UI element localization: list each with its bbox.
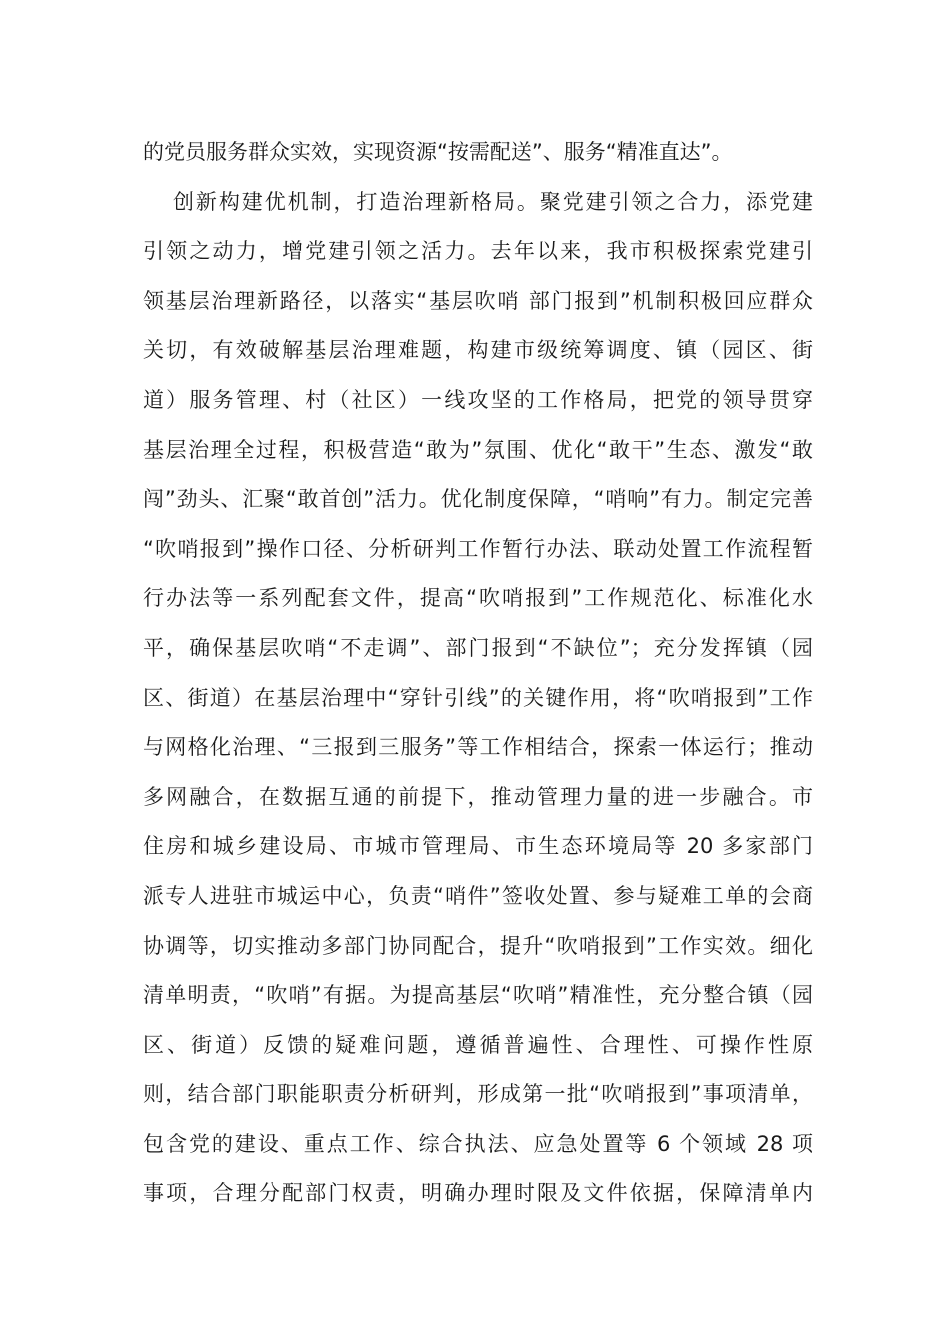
text-line-2-paragraph-start: 创新构建优机制，打造治理新格局。聚党建引领之合力，添党建 [173,189,813,214]
text-line-17: 协调等，切实推动多部门协同配合，提升“吹哨报到”工作实效。细化 [143,933,813,958]
body-text [143,128,813,1219]
text-line-7: 基层治理全过程，积极营造“敢为”氛围、优化“敢干”生态、激发“敢 [143,437,813,462]
text-line-20: 则，结合部门职能职责分析研判，形成第一批“吹哨报到”事项清单， [143,1082,813,1107]
text-line-5: 关切，有效破解基层治理难题，构建市级统筹调度、镇（园区、街 [143,338,813,363]
text-line-9: “吹哨报到”操作口径、分析研判工作暂行办法、联动处置工作流程暂 [143,536,813,561]
text-line-16: 派专人进驻市城运中心，负责“哨件”签收处置、参与疑难工单的会商 [143,883,813,908]
text-line-3: 引领之动力，增党建引领之活力。去年以来，我市积极探索党建引 [143,239,813,264]
text-line-13: 与网格化治理、“三报到三服务”等工作相结合，探索一体运行；推动 [143,735,813,760]
text-line-15: 住房和城乡建设局、市城市管理局、市生态环境局等 20 多家部门 [143,834,813,859]
text-line-11: 平，确保基层吹哨“不走调”、部门报到“不缺位”；充分发挥镇（园 [143,635,813,660]
text-line-22: 事项，合理分配部门权责，明确办理时限及文件依据，保障清单内 [143,1181,813,1206]
text-line-19: 区、街道）反馈的疑难问题，遵循普遍性、合理性、可操作性原 [143,1032,813,1057]
text-line-4: 领基层治理新路径，以落实“基层吹哨 部门报到”机制积极回应群众 [143,288,813,313]
text-line-14: 多网融合，在数据互通的前提下，推动管理力量的进一步融合。市 [143,784,813,809]
text-line-21: 包含党的建设、重点工作、综合执法、应急处置等 6 个领域 28 项 [143,1131,813,1156]
text-line-1: 的党员服务群众实效，实现资源“按需配送”、服务“精准直达”。 [143,140,733,164]
text-line-10: 行办法等一系列配套文件，提高“吹哨报到”工作规范化、标准化水 [143,586,813,611]
text-line-18: 清单明责，“吹哨”有据。为提高基层“吹哨”精准性，充分整合镇（园 [143,983,813,1008]
text-line-12: 区、街道）在基层治理中“穿针引线”的关键作用，将“吹哨报到”工作 [143,685,813,710]
text-line-8: 闯”劲头、汇聚“敢首创”活力。优化制度保障，“哨响”有力。制定完善 [143,487,813,512]
text-line-6: 道）服务管理、村（社区）一线攻坚的工作格局，把党的领导贯穿 [143,387,813,412]
